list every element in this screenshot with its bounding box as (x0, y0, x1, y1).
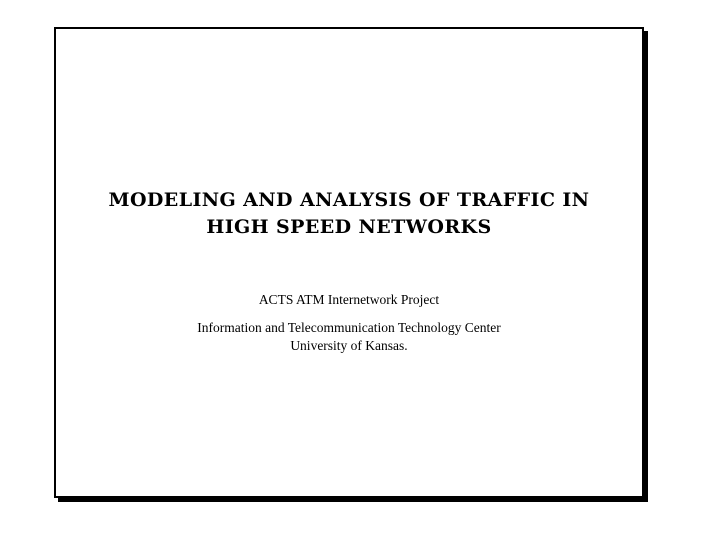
slide-frame (54, 27, 644, 498)
project-name: ACTS ATM Internetwork Project (258, 292, 440, 307)
affiliation-center: Information and Telecommunication Technology Center (197, 320, 501, 335)
affiliation (56, 319, 642, 355)
affiliation-university: University of Kansas. (290, 338, 408, 353)
slide-title (56, 187, 642, 241)
title-line-1: MODELING AND ANALYSIS OF TRAFFIC IN (108, 189, 590, 211)
title-line-2: HIGH SPEED NETWORKS (206, 216, 492, 238)
